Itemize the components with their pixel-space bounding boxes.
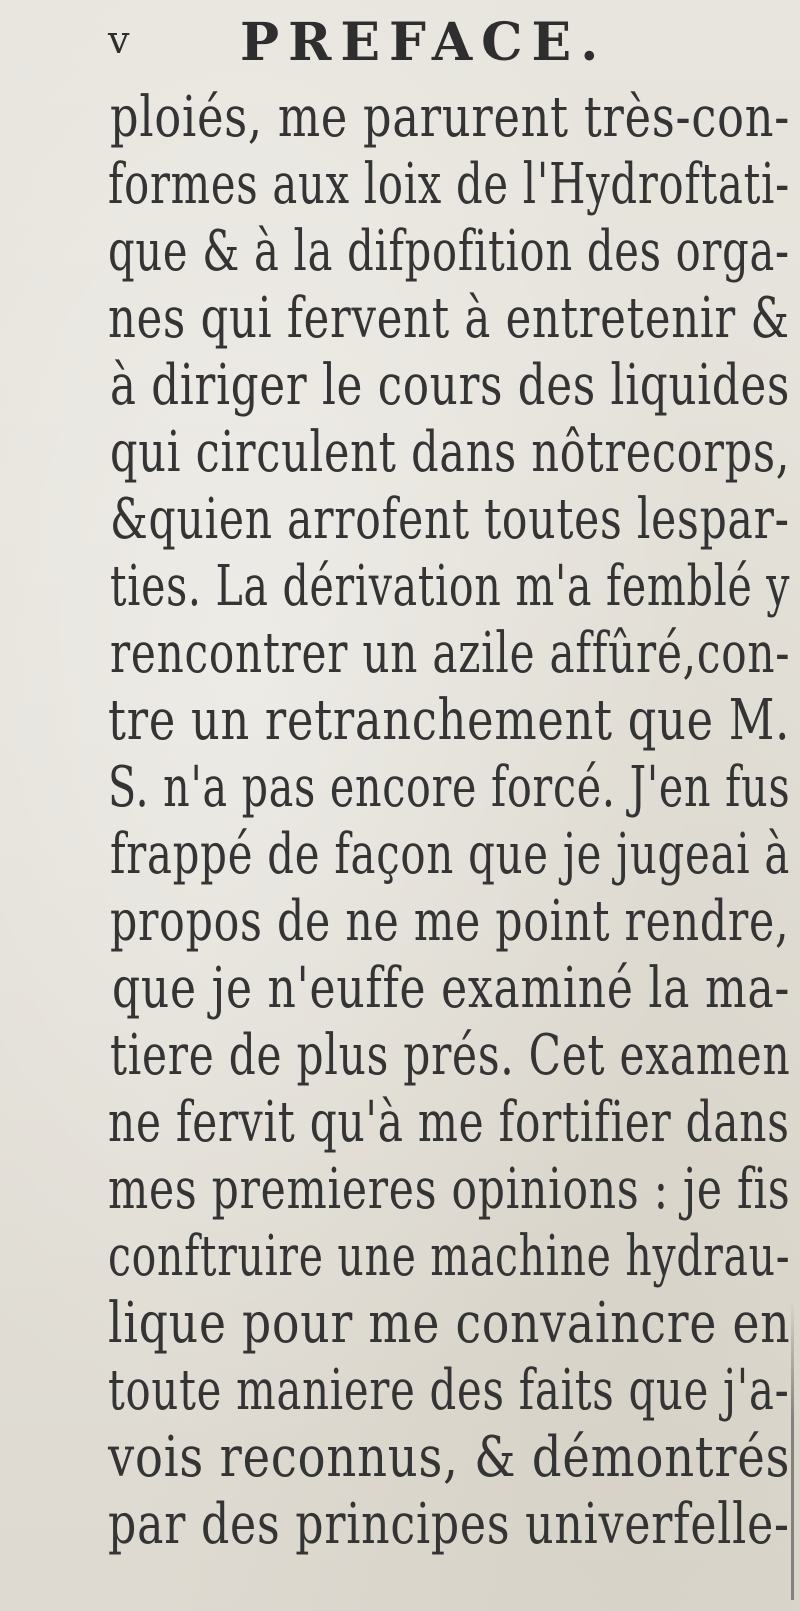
text-line: que & à la difpofition des orga-	[108, 219, 790, 284]
page-edge-shadow	[791, 1300, 794, 1600]
text-line: tre un retranchement que M.	[108, 688, 791, 753]
text-line: lique pour me convaincre en	[108, 1291, 791, 1356]
text-line: ne fervit qu'à me fortifier dans	[108, 1090, 790, 1155]
page-number: v	[108, 18, 132, 62]
text-line: qui circulent dans nôtrecorps,	[110, 420, 791, 485]
text-line: nes qui fervent à entretenir &	[108, 286, 790, 351]
text-line: par des principes univerfelle-	[108, 1492, 790, 1557]
text-line: que je n'euffe examiné la ma-	[112, 956, 791, 1021]
text-line: ties. La dérivation m'a femblé y	[110, 554, 791, 619]
text-line: frappé de façon que je jugeai à	[110, 822, 791, 887]
text-line: propos de ne me point rendre,	[110, 889, 790, 954]
text-line: mes premieres opinions : je fis	[108, 1157, 791, 1222]
text-line: tiere de plus prés. Cet examen	[110, 1023, 791, 1088]
text-line: vois reconnus, & démontrés	[108, 1425, 791, 1490]
text-line: &quien arrofent toutes lespar-	[110, 487, 790, 552]
running-head: PREFACE.	[240, 12, 608, 73]
text-line: rencontrer un azile affûré,con-	[110, 621, 791, 686]
text-line: à diriger le cours des liquides	[110, 353, 791, 418]
text-line: ploiés, me parurent très-con-	[110, 85, 791, 150]
text-line: toute maniere des faits que j'a-	[108, 1358, 790, 1423]
text-line: formes aux loix de l'Hydroftati-	[108, 152, 790, 217]
text-line: S. n'a pas encore forcé. J'en fus	[108, 755, 791, 820]
text-line: conftruire une machine hydrau-	[108, 1224, 791, 1289]
